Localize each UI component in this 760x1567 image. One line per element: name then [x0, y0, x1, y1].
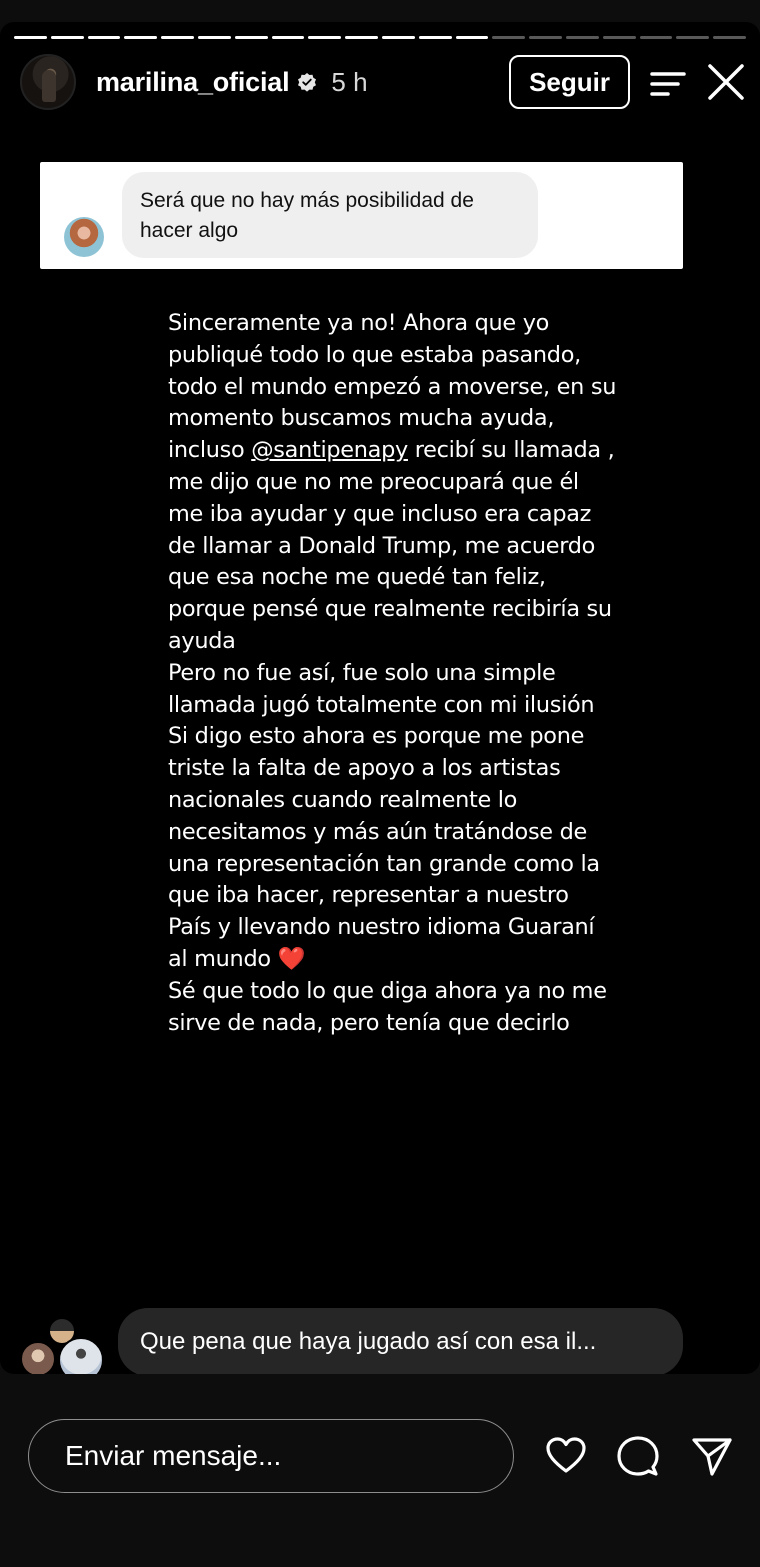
comment-preview[interactable]: Que pena que haya jugado así con esa il... [118, 1308, 683, 1374]
progress-segment [14, 36, 47, 39]
reply-bar [0, 1374, 760, 1567]
reply-text-part: Sinceramente ya no! Ahora que yo publiqué todo lo que estaba pasando, todo el mundo empezó a moverse, en su momento buscamos mucha ayuda, incluso [168, 310, 617, 464]
story-header [20, 52, 746, 112]
comment-icon[interactable] [616, 1434, 660, 1478]
reply-text [168, 308, 618, 1039]
asker-avatar [64, 217, 104, 257]
heart-emoji: ❤️ [277, 945, 306, 972]
progress-segment [492, 36, 525, 39]
progress-segment [124, 36, 157, 39]
commenter-avatars [20, 1317, 110, 1374]
question-bubble: Será que no hay más posibilidad de hacer algo [122, 172, 538, 258]
progress-segment [419, 36, 452, 39]
story-progress-bar [14, 36, 746, 39]
progress-segment [51, 36, 84, 39]
question-sticker [40, 162, 683, 269]
heart-icon[interactable] [544, 1434, 588, 1478]
post-time: 5 h [331, 66, 368, 97]
reply-text-part: recibí su llamada , me dijo que no me preocupará que él me iba ayudar y que incluso era capaz de llamar a Donald Trump, me acuerdo que esa noche me quedé tan feliz, porque pensé que realmente recibiría su ayuda Pero no fue así, fue solo una simple llamada jugó totalmente con mi ilusión Si digo esto ahora es porque me pone triste la falta de apoyo a los artistas nacionales cuando realmente lo necesitamos y más aún tratándose de una representación tan grande como la que iba hacer, representar a nuestro País y llevando nuestro idioma Guaraní al mundo [168, 437, 615, 972]
mention-link[interactable]: @santipenapy [251, 437, 408, 464]
progress-segment [198, 36, 231, 39]
reply-text-part: Sé que todo lo que diga ahora ya no me sirve de nada, pero tenía que decirlo [168, 977, 607, 1036]
progress-segment [456, 36, 489, 39]
profile-avatar[interactable] [20, 54, 76, 110]
follow-button[interactable]: Seguir [509, 55, 630, 109]
progress-segment [382, 36, 415, 39]
progress-segment [640, 36, 673, 39]
progress-segment [308, 36, 341, 39]
message-input[interactable]: Enviar mensaje... [28, 1419, 514, 1493]
progress-segment [529, 36, 562, 39]
progress-segment [345, 36, 378, 39]
progress-segment [235, 36, 268, 39]
progress-segment [603, 36, 636, 39]
avatar [20, 1341, 56, 1374]
avatar [58, 1337, 104, 1374]
close-icon[interactable] [706, 62, 746, 102]
story-viewer[interactable] [0, 22, 760, 1374]
progress-segment [161, 36, 194, 39]
progress-segment [713, 36, 746, 39]
progress-segment [676, 36, 709, 39]
send-icon[interactable] [690, 1434, 734, 1478]
username[interactable]: marilina_oficial [96, 66, 290, 97]
verified-badge-icon [297, 72, 317, 92]
progress-segment [88, 36, 121, 39]
menu-icon[interactable] [648, 62, 688, 102]
progress-segment [272, 36, 305, 39]
progress-segment [566, 36, 599, 39]
